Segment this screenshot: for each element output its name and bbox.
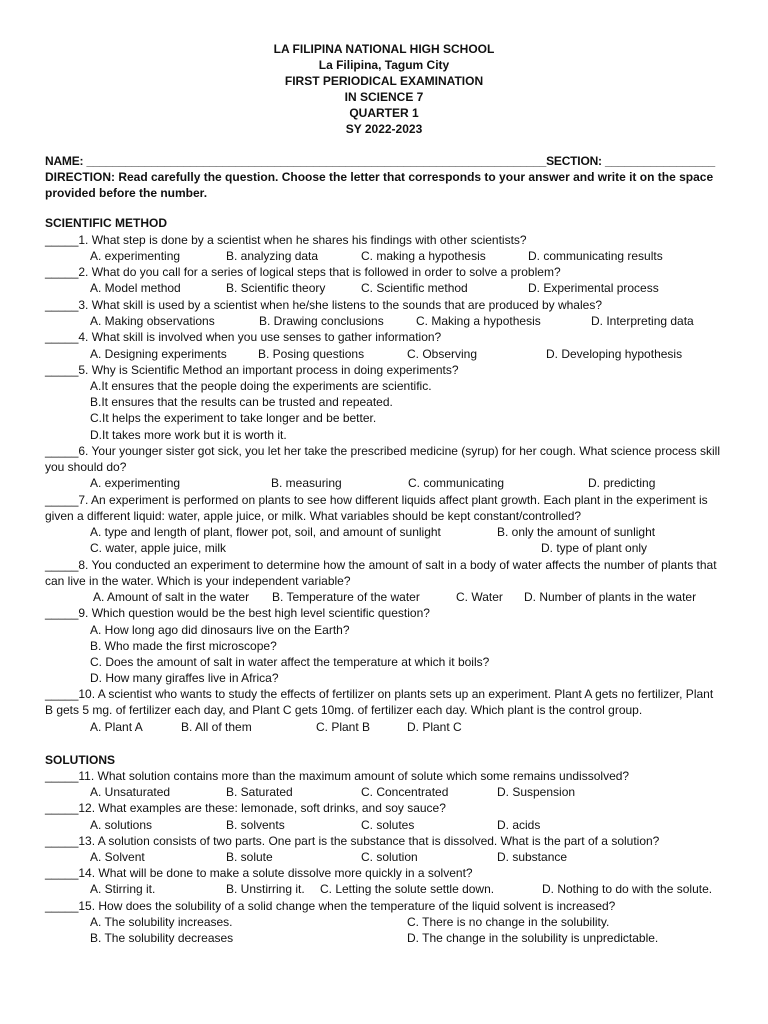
option-choice: B. Temperature of the water — [272, 590, 420, 604]
direction-text: DIRECTION: Read carefully the question. Choose the letter that corresponds to your answer and write it on the space provided before the number. — [45, 170, 714, 200]
options-row — [0, 817, 768, 833]
option-choice: A. Designing experiments — [90, 347, 227, 361]
options-row — [0, 914, 768, 930]
question-stem: _____11. What solution contains more than the maximum amount of solute which some remains undissolved? — [45, 769, 630, 783]
exam-header — [0, 41, 768, 137]
option-choice: A. experimenting — [90, 249, 181, 263]
option-choice: D. Plant C — [407, 720, 462, 734]
question-stem: _____5. Why is Scientific Method an important process in doing experiments? — [45, 363, 459, 377]
options-row — [0, 313, 768, 329]
option-choice: D. Suspension — [497, 785, 576, 799]
options-row — [0, 524, 768, 540]
option-choice: C. Concentrated — [361, 785, 449, 799]
option-choice: B. solute — [226, 850, 273, 864]
option-choice: C. Water — [456, 590, 503, 604]
option-choice: C. Letting the solute settle down. — [320, 882, 495, 896]
option-choice: D. Nothing to do with the solute. — [542, 882, 713, 896]
option-choice: C. solution — [361, 850, 418, 864]
option-choice: A. Stirring it. — [90, 882, 156, 896]
option-choice: C. Making a hypothesis — [416, 314, 541, 328]
school-year: SY 2022-2023 — [345, 122, 423, 136]
option-choice: A. Solvent — [90, 850, 145, 864]
option-choice: B. solvents — [226, 818, 285, 832]
question-stem: _____3. What skill is used by a scientist when he/she listens to the sounds that are produced by whales? — [45, 298, 602, 312]
option-choice: A. solutions — [90, 818, 153, 832]
option-choice: C. Scientific method — [361, 281, 468, 295]
options-row — [0, 589, 768, 605]
options-row — [0, 475, 768, 491]
option-choice: B. only the amount of sunlight — [497, 525, 656, 539]
exam-subject: IN SCIENCE 7 — [344, 90, 424, 104]
options-row — [0, 410, 768, 426]
option-choice: D. How many giraffes live in Africa? — [90, 671, 279, 685]
option-choice: C.It helps the experiment to take longer and be better. — [90, 411, 377, 425]
option-choice: B. All of them — [181, 720, 252, 734]
options-row — [0, 378, 768, 394]
option-choice: A.It ensures that the people doing the experiments are scientific. — [90, 379, 432, 393]
option-choice: D. communicating results — [528, 249, 663, 263]
option-choice: C. Does the amount of salt in water affect the temperature at which it boils? — [90, 655, 490, 669]
exam-title: FIRST PERIODICAL EXAMINATION — [284, 74, 484, 88]
option-choice: C. water, apple juice, milk — [90, 541, 227, 555]
question-stem: _____6. Your younger sister got sick, you let her take the prescribed medicine (syrup) for her cough. What science process skill you should do? — [45, 444, 721, 475]
question-stem: _____14. What will be done to make a solute dissolve more quickly in a solvent? — [45, 866, 473, 880]
option-choice: A. Amount of salt in the water — [93, 590, 250, 604]
option-choice: B. Drawing conclusions — [259, 314, 384, 328]
options-row — [0, 849, 768, 865]
option-choice: C. solutes — [361, 818, 415, 832]
options-row — [0, 784, 768, 800]
option-choice: B. Posing questions — [258, 347, 365, 361]
options-row — [0, 248, 768, 264]
options-row — [0, 881, 768, 897]
section-title-solutions: SOLUTIONS — [45, 753, 116, 767]
question-stem: _____2. What do you call for a series of logical steps that is followed in order to solve a problem? — [45, 265, 561, 279]
option-choice: A. Plant A — [90, 720, 143, 734]
option-choice: C. Observing — [407, 347, 478, 361]
option-choice: C. making a hypothesis — [361, 249, 486, 263]
option-choice: D. type of plant only — [541, 541, 648, 555]
option-choice: A. experimenting — [90, 476, 181, 490]
option-choice: D. predicting — [588, 476, 656, 490]
option-choice: C. communicating — [408, 476, 505, 490]
question-stem: _____4. What skill is involved when you use senses to gather information? — [45, 330, 442, 344]
section-title-scientific-method: SCIENTIFIC METHOD — [45, 216, 167, 230]
option-choice: A. The solubility increases. — [90, 915, 233, 929]
option-choice: A. Model method — [90, 281, 181, 295]
question-stem: _____7. An experiment is performed on plants to see how different liquids affect plant growth. Each plant in the experiment is given a different liquid: water, apple juice, or milk. What variables should be kept constant/controlled? — [45, 493, 708, 524]
options-row — [0, 622, 768, 638]
options-row — [0, 670, 768, 686]
option-choice: B. Who made the first microscope? — [90, 639, 277, 653]
option-choice: C. Plant B — [316, 720, 371, 734]
option-choice: B. Unstirring it. — [226, 882, 305, 896]
option-choice: D. acids — [497, 818, 541, 832]
option-choice: B. analyzing data — [226, 249, 319, 263]
options-row — [0, 719, 768, 735]
option-choice: D. substance — [497, 850, 568, 864]
option-choice: B. The solubility decreases — [90, 931, 234, 945]
name-section-line: NAME: _______________________________________________________________________SECTION: _________________ — [45, 154, 716, 168]
options-row — [0, 654, 768, 670]
options-row — [0, 427, 768, 443]
question-stem: _____13. A solution consists of two parts. One part is the substance that is dissolved. What is the part of a solution? — [45, 834, 660, 848]
option-choice: A. Unsaturated — [90, 785, 171, 799]
question-stem: _____12. What examples are these: lemonade, soft drinks, and soy sauce? — [45, 801, 446, 815]
school-location: La Filipina, Tagum City — [318, 58, 450, 72]
options-row — [0, 346, 768, 362]
option-choice: D. Experimental process — [528, 281, 659, 295]
school-name: LA FILIPINA NATIONAL HIGH SCHOOL — [273, 42, 495, 56]
option-choice: A. Making observations — [90, 314, 215, 328]
option-choice: D.It takes more work but it is worth it. — [90, 428, 287, 442]
option-choice: B. measuring — [271, 476, 342, 490]
option-choice: C. There is no change in the solubility. — [407, 915, 610, 929]
question-stem: _____15. How does the solubility of a solid change when the temperature of the liquid solvent is increased? — [45, 899, 616, 913]
option-choice: B. Scientific theory — [226, 281, 326, 295]
options-row — [0, 394, 768, 410]
option-choice: B. Saturated — [226, 785, 293, 799]
options-row — [0, 540, 768, 556]
options-row — [0, 280, 768, 296]
option-choice: D. Interpreting data — [591, 314, 694, 328]
question-stem: _____8. You conducted an experiment to determine how the amount of salt in a body of water affects the number of plants that can live in the water. Which is your independent variable? — [45, 558, 717, 589]
option-choice: D. Number of plants in the water — [524, 590, 697, 604]
options-row — [0, 930, 768, 946]
option-choice: A. How long ago did dinosaurs live on the Earth? — [90, 623, 350, 637]
option-choice: D. The change in the solubility is unpredictable. — [407, 931, 659, 945]
option-choice: B.It ensures that the results can be trusted and repeated. — [90, 395, 393, 409]
question-stem: _____10. A scientist who wants to study the effects of fertilizer on plants sets up an experiment. Plant A gets no fertilizer, Plant B gets 5 mg. of fertilizer each day, and Plant C gets 10mg. of fertilizer each day. Which plant is the control group. — [45, 687, 714, 718]
option-choice: A. type and length of plant, flower pot, soil, and amount of sunlight — [90, 525, 441, 539]
options-row — [0, 638, 768, 654]
option-choice: D. Developing hypothesis — [546, 347, 683, 361]
question-stem: _____1. What step is done by a scientist when he shares his findings with other scientists? — [45, 233, 527, 247]
exam-quarter: QUARTER 1 — [349, 106, 419, 120]
question-stem: _____9. Which question would be the best high level scientific question? — [45, 606, 430, 620]
